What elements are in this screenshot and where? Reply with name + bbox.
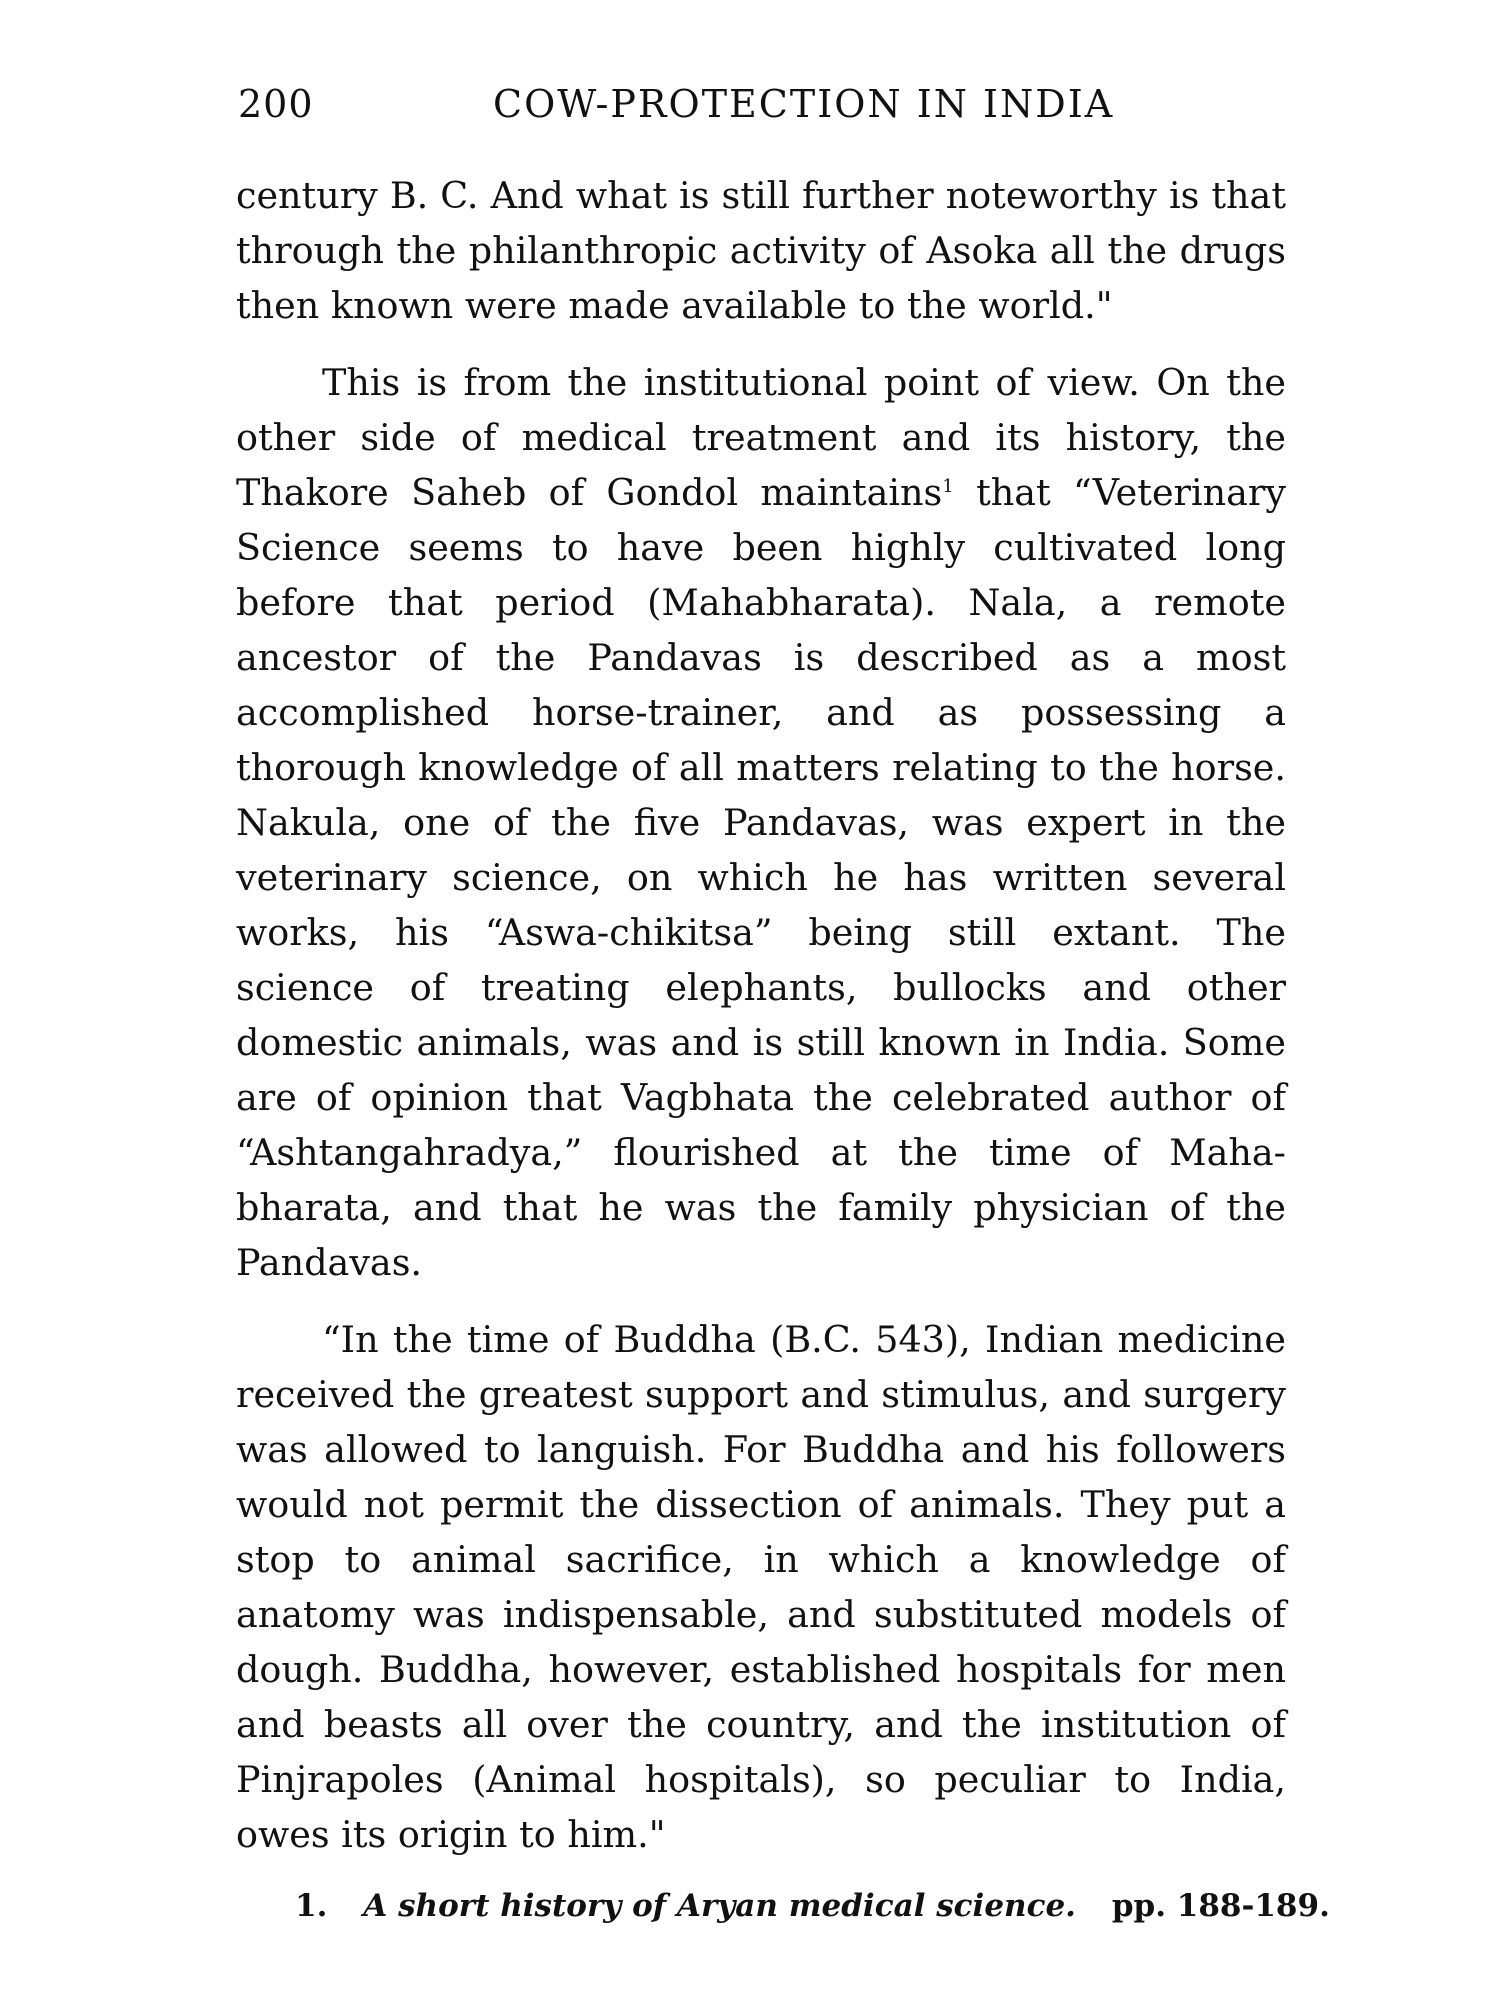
paragraph-continued-quote: century B. C. And what is still further noteworthy is that through the philanthropic activity of Asoka all the drugs then known were made available to the world." [236,174,1286,327]
paragraph-veterinary-science [236,355,1286,1290]
page-number: 200 [238,82,314,126]
paragraph-text: This is from the institutional point of view. On the other side of medical treatment and its history, the Thakore Saheb of Gondol maintains [236,361,1286,514]
footnote-reference: 1 [942,475,954,497]
footnote-number: 1. [295,1888,328,1924]
running-head [238,82,1283,142]
footnote-pages: pp. 188-189. [1111,1888,1330,1924]
footnote [295,1886,1330,1926]
running-title: COW-PROTECTION IN INDIA [493,82,1115,126]
paragraph-buddha-quote: “In the time of Buddha (B.C. 543), Indian medicine received the greatest support and stimulus, and surgery was allowed to languish. For Buddha and his followers would not permit the dissection of animals. They put a stop to animal sacrifice, in which a knowledge of anatomy was indispensable, and substituted models of dough. Buddha, however, established hospitals for men and beasts all over the country, and the institution of Pinjrapoles (Animal hospitals), so peculiar to India, owes its origin to him." [236,1318,1286,1856]
footnote-title: A short history of Aryan medical science. [363,1888,1076,1924]
body-text [236,168,1286,1862]
paragraph-text-continued: that “Veterinary Science seems to have been highly cultivated long before that period (Mahabharata). Nala, a remote ancestor of the Pandavas is described as a most accomplished horse-trainer, and as possessing a thorough knowledge of all matters relating to the horse. Nakula, one of the five Pandavas, was expert in the veterinary science, on which he has written several works, his “Aswa-chikitsa” being still extant. The science of treating elephants, bullocks and other domestic animals, was and is still known in India. Some are of opinion that Vagbhata the celebrated author of “Ashtangahradya,” flourished at the time of Maha-bharata, and that he was the family physician of the Pandavas. [236,471,1286,1284]
